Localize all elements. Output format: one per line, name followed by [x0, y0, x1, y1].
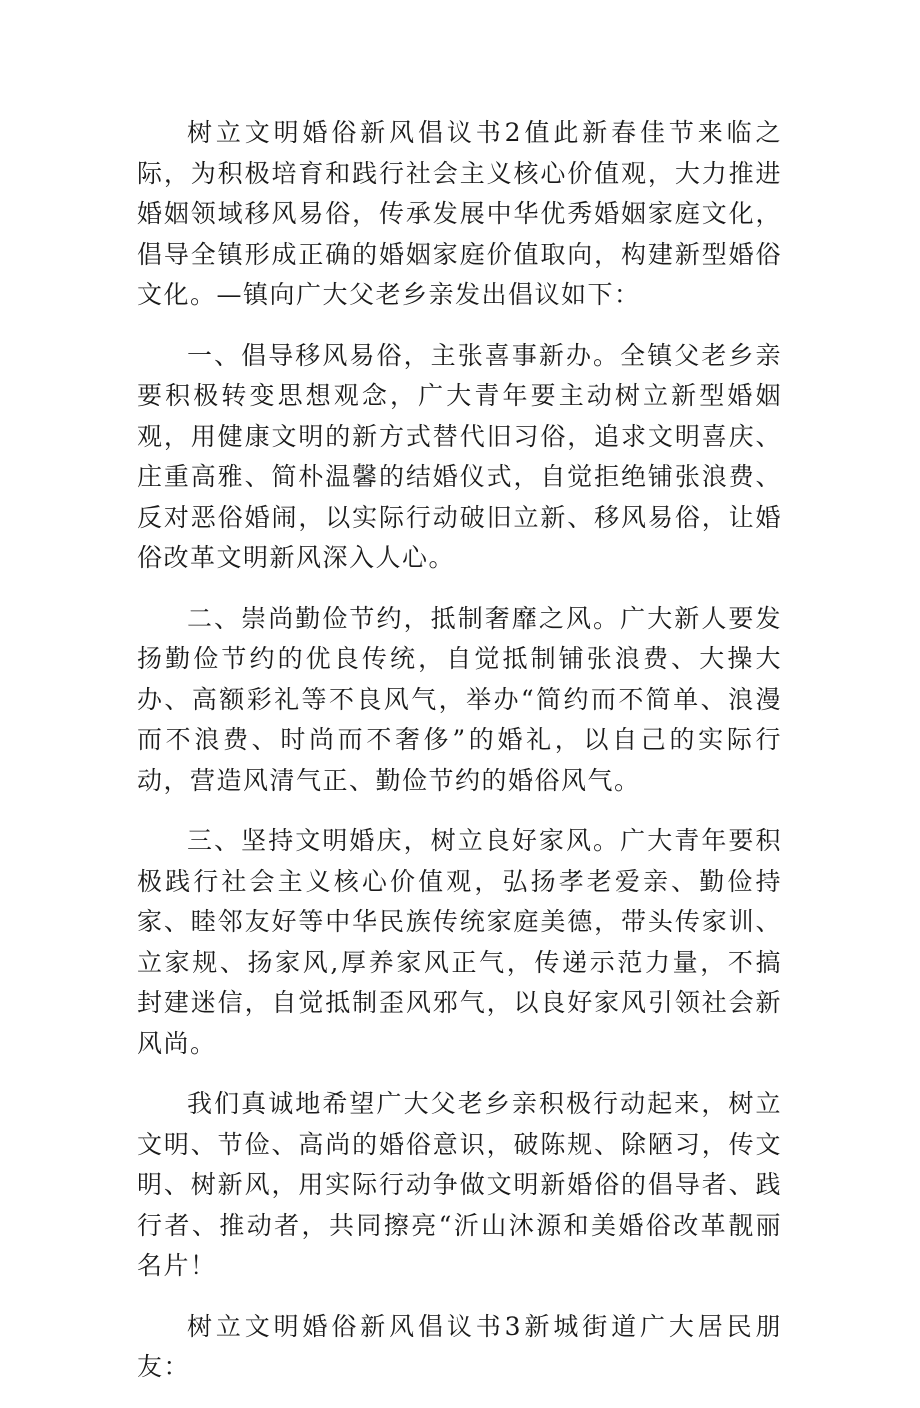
paragraph-next-document-heading: 树立文明婚俗新风倡议书3新城街道广大居民朋友：	[137, 1311, 782, 1381]
paragraph-intro: 树立文明婚俗新风倡议书2值此新春佳节来临之际，为积极培育和践行社会主义核心价值观，大力推进婚姻领域移风易俗，传承发展中华优秀婚姻家庭文化，倡导全镇形成正确的婚姻家庭价值取向，构建新型婚俗文化。—镇向广大父老乡亲发出倡议如下：	[137, 118, 782, 309]
paragraph-closing: 我们真诚地希望广大父老乡亲积极行动起来，树立文明、节俭、高尚的婚俗意识，破陈规、除陋习，传文明、树新风，用实际行动争做文明新婚俗的倡导者、践行者、推动者，共同擦亮“沂山沐源和美婚俗改革靓丽名片！	[137, 1089, 782, 1280]
document-body	[137, 113, 782, 1408]
paragraph-item-two: 二、崇尚勤俭节约，抵制奢靡之风。广大新人要发扬勤俭节约的优良传统，自觉抵制铺张浪费、大操大办、高额彩礼等不良风气，举办“简约而不简单、浪漫而不浪费、时尚而不奢侈”的婚礼，以自己的实际行动，营造风清气正、勤俭节约的婚俗风气。	[137, 603, 782, 795]
paragraph-item-one: 一、倡导移风易俗，主张喜事新办。全镇父老乡亲要积极转变思想观念，广大青年要主动树立新型婚姻观，用健康文明的新方式替代旧习俗，追求文明喜庆、庄重高雅、简朴温馨的结婚仪式，自觉拒绝铺张浪费、反对恶俗婚闹，以实际行动破旧立新、移风易俗，让婚俗改革文明新风深入人心。	[137, 340, 782, 572]
paragraph-item-three: 三、坚持文明婚庆，树立良好家风。广大青年要积极践行社会主义核心价值观，弘扬孝老爱亲、勤俭持家、睦邻友好等中华民族传统家庭美德，带头传家训、立家规、扬家风,厚养家风正气，传递示范力量，不搞封建迷信，自觉抵制歪风邪气，以良好家风引领社会新风尚。	[137, 826, 782, 1058]
